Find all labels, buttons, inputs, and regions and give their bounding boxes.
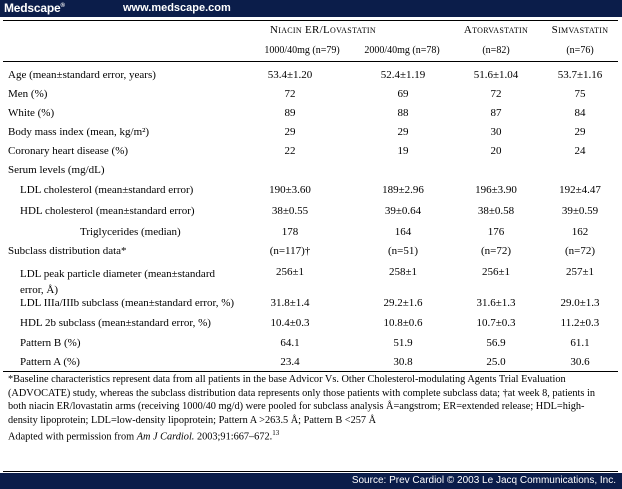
row-label: Body mass index (mean, kg/m²): [8, 126, 150, 138]
cell: 29: [284, 126, 296, 138]
cell: 29.0±1.3: [560, 297, 600, 309]
cell: 20: [490, 145, 502, 157]
cell: 10.4±0.3: [270, 317, 310, 329]
cell: 31.6±1.3: [476, 297, 516, 309]
cell: 38±0.58: [477, 205, 515, 217]
cell: 196±3.90: [475, 184, 517, 196]
cell: (n=72): [480, 245, 512, 257]
cell: 29: [397, 126, 409, 138]
site-url: www.medscape.com: [123, 2, 231, 14]
cell: 61.1: [570, 337, 590, 349]
cell: 39±0.59: [561, 205, 599, 217]
cell: 256±1: [481, 266, 511, 278]
cell: 53.7±1.16: [557, 69, 603, 81]
brand-logo: Medscape®: [4, 1, 65, 15]
header-rule: [3, 61, 618, 62]
cell: 176: [487, 226, 505, 238]
cell: 10.8±0.6: [383, 317, 423, 329]
col-header-niacin: Niacin ER/Lovastatin: [270, 24, 376, 36]
row-label: LDL cholesterol (mean±standard error): [20, 184, 194, 196]
cell: 52.4±1.19: [380, 69, 426, 81]
cell: 51.6±1.04: [473, 69, 519, 81]
cell: 178: [281, 226, 299, 238]
cell: 11.2±0.3: [560, 317, 600, 329]
cell: 64.1: [280, 337, 300, 349]
row-label: HDL cholesterol (mean±standard error): [20, 205, 195, 217]
col-header-simvastatin: Simvastatin: [551, 24, 609, 36]
cell: 39±0.64: [384, 205, 422, 217]
row-label: Age (mean±standard error, years): [8, 69, 156, 81]
table-bottom-rule: [3, 371, 618, 372]
cell: 256±1: [275, 266, 305, 278]
row-label: Pattern B (%): [20, 337, 81, 349]
cell: 25.0: [486, 356, 506, 368]
cell: 29: [574, 126, 586, 138]
cell: 75: [574, 88, 586, 100]
col-header-niacin-2000: 2000/40mg (n=78): [364, 45, 440, 56]
cell: 72: [284, 88, 296, 100]
cell: (n=51): [387, 245, 419, 257]
cell: 51.9: [393, 337, 413, 349]
adapted-note: Adapted with permission from Am J Cardiol. 2003;91:667–672.13: [8, 429, 280, 443]
footer-bar: [0, 473, 622, 489]
row-label: Subclass distribution data*: [8, 245, 127, 257]
cell: 192±4.47: [559, 184, 601, 196]
cell: 30: [490, 126, 502, 138]
row-label: HDL 2b subclass (mean±standard error, %): [20, 317, 211, 329]
cell: 31.8±1.4: [270, 297, 310, 309]
cell: 87: [490, 107, 502, 119]
cell: 162: [571, 226, 589, 238]
cell: 19: [397, 145, 409, 157]
cell: 257±1: [565, 266, 595, 278]
col-header-niacin-1000: 1000/40mg (n=79): [264, 45, 340, 56]
cell: 53.4±1.20: [267, 69, 313, 81]
row-label: LDL IIIa/IIIb subclass (mean±standard error, %): [20, 297, 235, 309]
footnote: [8, 373, 614, 444]
header-bar: [0, 0, 622, 17]
col-header-atorvastatin: Atorvastatin: [463, 24, 529, 36]
cell: 10.7±0.3: [476, 317, 516, 329]
row-label: LDL peak particle diameter (mean±standard error, Å): [20, 268, 215, 296]
row-label: Triglycerides (median): [80, 226, 181, 238]
cell: 84: [574, 107, 586, 119]
cell: (n=117)†: [269, 245, 311, 257]
cell: 88: [397, 107, 409, 119]
col-header-atorvastatin-n: (n=82): [482, 45, 510, 56]
cell: 189±2.96: [382, 184, 424, 196]
row-label: Coronary heart disease (%): [8, 145, 129, 157]
cell: 30.8: [393, 356, 413, 368]
footer-rule: [3, 471, 618, 472]
cell: 29.2±1.6: [383, 297, 423, 309]
cell: 24: [574, 145, 586, 157]
col-header-simvastatin-n: (n=76): [566, 45, 594, 56]
cell: (n=72): [564, 245, 596, 257]
cell: 30.6: [570, 356, 590, 368]
cell: 56.9: [486, 337, 506, 349]
cell: 258±1: [388, 266, 418, 278]
cell: 38±0.55: [271, 205, 309, 217]
cell: 89: [284, 107, 296, 119]
cell: 190±3.60: [269, 184, 311, 196]
footnote-text: *Baseline characteristics represent data from all patients in the base Advicor Vs. Other Cholesterol-modulating Agents Trial Evaluation (ADVOCATE) study, whereas the subclass distribution data represents only those patients with complete subclass data; †at week 8, patients in both niacin ER/lovastatin arms (receiving 1000/40 mg/d) were pooled for subclass analysis Å=angstrom; ER=extended release; HDL=high-density lipoprotein; LDL=low-density lipoprotein; Pattern A >263.5 Å; Pattern B <257 Å: [8, 374, 595, 426]
row-label: White (%): [8, 107, 55, 119]
cell: 72: [490, 88, 502, 100]
source-credit: Source: Prev Cardiol © 2003 Le Jacq Communications, Inc.: [351, 475, 616, 486]
cell: 22: [284, 145, 296, 157]
top-rule: [3, 20, 618, 21]
cell: 69: [397, 88, 409, 100]
cell: 164: [394, 226, 412, 238]
row-label: Serum levels (mg/dL): [8, 164, 105, 176]
row-label: Men (%): [8, 88, 48, 100]
row-label: Pattern A (%): [20, 356, 80, 368]
cell: 23.4: [280, 356, 300, 368]
